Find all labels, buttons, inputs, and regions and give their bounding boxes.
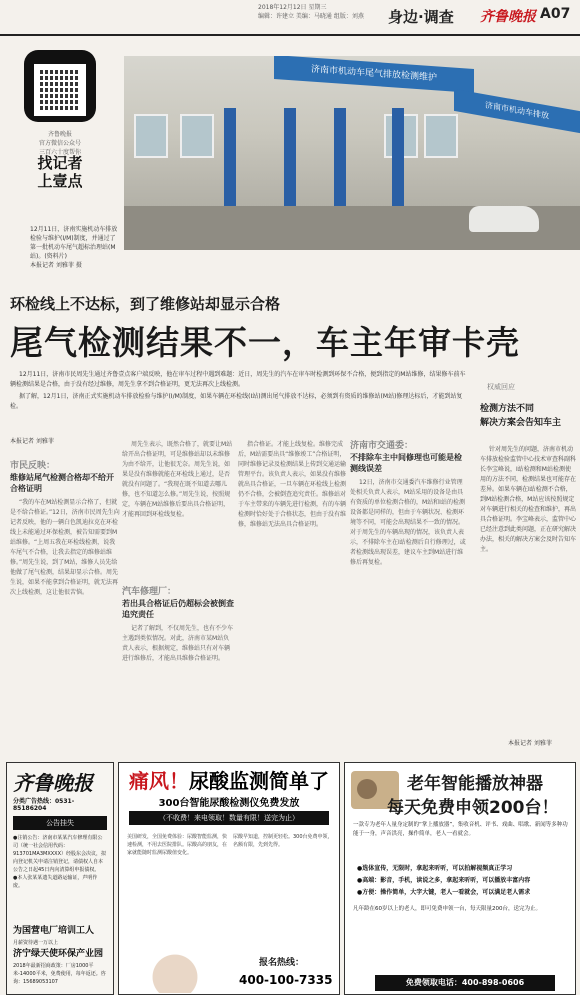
ad1-brand: 齐鲁晚报 xyxy=(13,771,93,795)
badge-title: 找记者 上壹点 xyxy=(37,154,83,190)
camera-icon xyxy=(24,50,96,122)
ad2-left-text: 美国研发，全国免费体验：尿酸智能监测，快速检测，不用去医院排队。尿酸高的朋友，在家就能随时监测尿酸值变化。 xyxy=(127,834,227,856)
issue-date: 2018年12月12日 星期三 xyxy=(258,4,327,11)
column-2 xyxy=(122,440,234,756)
ad3-feature-3: ●方便：操作简单，大字大键，老人一看就会，可以满足老人需求 xyxy=(357,889,531,896)
sidebar-body: 针对周先生的问题，济南市机动车排放检验监管中心技术审查科副科长李宝峰说，I站检测和M站检测使用的方法不同，检测结果也可能存在差异。如果车辆在I站检测不合格，到M站检测合格，M站应该按照规定对车辆进行相关的检查和维护，再出具合格证明。李宝峰表示，监管中心已经注意到此类问题，正在研究解决办法，相关的解决方案会及时告知车主。 xyxy=(480,446,576,553)
column-3 xyxy=(238,440,346,756)
ad2-right-text: 尿酸早知道，控制更轻松。300台免费申领，名额有限，先到先得。 xyxy=(233,834,333,848)
badge-caption: 齐鲁晚报 官方微信公众号 三百六十度帮你 xyxy=(38,131,81,156)
car-shape xyxy=(469,206,539,232)
col2-body-2: 记者了解到，不仅周先生，也有不少车主遇到类似情况。对此，济南市某M站负责人表示，根据规定，维修站只有对车辆进行维修后，才能出具维修合格证明。 xyxy=(122,625,234,662)
col2-body: 周先生表示，既然合格了，就要让M站给开出合格证明，可是维修站却以未维修为由不给开，让他很无奈。周先生说，如果是没有维修就能在环检线上通过，是否就没有问题了。“我现在既不知道去哪儿修，也不知道怎么修。”周先生说，按照规定，车辆在M站维修后要出具合格证明，才能再回到环检线复检。 xyxy=(122,441,233,518)
wechat-badge xyxy=(16,50,104,200)
brand-logo: 齐鲁晚报 xyxy=(480,9,536,25)
page-number: A07 xyxy=(540,6,571,22)
ad3-feature-1: ●选体宣传，无限时，拿起来听听，可以拍解视频真正学习 xyxy=(357,865,513,872)
ad2-headline-a: 痛风！ xyxy=(129,769,189,793)
photo-caption: 12月11日，济南实施机动车排放检验与维护(I/M)制度，并通过了第一批机动车尾气超标治理站(M站)。(资料片) 本报记者 刘雅菲 摄 xyxy=(30,226,118,269)
col3-body: 指合格证。才能上线复检。维修完成后，M站需要出具“维修竣工”合格证明，同时维修记录及检测结果上传到交通运输管理平台。该负责人表示，如果没有维修就出具合格证，一旦车辆在环检线上检测仍不合格，会被倒查追究责任。维修站对于车主带来的车辆先进行检测，有的车辆检测时恰好处于合格状态，但由于没有维修，维修站无法出具合格证明。 xyxy=(238,441,346,528)
col4-subheading: 不排除车主中间修理也可能是检测线误差 xyxy=(350,453,462,473)
col1-heading: 市民反映： xyxy=(10,461,56,471)
article-headline: 尾气检测结果不一，车主年审卡壳 xyxy=(10,323,520,362)
col2-subheading: 若出具合格证后仍超标会被倒查追究责任 xyxy=(122,599,234,619)
section-title: 身边·调查 xyxy=(388,8,454,26)
ad3-feature-2: ●高端：影音，手机，读说之多，拿起来听听，可以播放丰富内容 xyxy=(357,877,531,884)
ad2-hotline-label: 报名热线： xyxy=(259,958,305,968)
photo-banner-2: 济南市机动车排放 xyxy=(454,89,580,133)
ad3-intro: 一款专为老年人量身定制的“掌上播放器”，集收音机、评书、戏曲、唱歌、新闻等多种功能于一身，声音洪亮，操作简单，老人一看就会。 xyxy=(353,822,568,837)
ad1-subline: 月薪资待遇一万以上 xyxy=(13,940,59,946)
column-1 xyxy=(10,460,120,756)
sidebar-title: 检测方法不同 解决方案会告知车主 xyxy=(480,404,562,428)
header-divider xyxy=(0,34,580,36)
col1-body: “我的车在M站检测显示合格了，但就是不给合格证。”12日，济南市民周先生向记者反映，他的一辆白色凯迪拉克在环检线上未能通过环保检测，被告知需要到M站维修。“上周五我在环检线检测，说我车尾气不合格，让我去指定的维修站维修。”周先生说，到了M站，维修人员先给他做了尾气检测，结果却显示合格。周先生说，如果不能拿到合格证明，就无法再次上线检测，这让他很苦恼。 xyxy=(10,499,120,596)
photo-banner: 济南市机动车尾气排放检测维护 xyxy=(274,56,474,93)
ad2-subheadline: 300台智能尿酸检测仪免费发放 xyxy=(158,798,300,809)
ad3-offer: 凡年龄在60岁以上的老人，即可免费申领一台，每天限量200台，送完为止。 xyxy=(353,906,541,912)
ad1-section-bar: 公告挂失 xyxy=(13,816,107,830)
ad1-notice: ●注销公告：济南市某某汽车修理有限公司（统一社会信用代码：913701MA3MXXXX）经股东会决议，拟向登记机关申请注销登记，请债权人自本公告之日起45日内向清算组申报债权。 ●本人张某某遗失道路运输证，声明作废。 xyxy=(13,835,107,889)
foot-image xyxy=(125,953,225,993)
ad1-headline: 为国营电厂培训工人 xyxy=(13,926,95,936)
ad3-phone: 免费领取电话：400-898-0606 xyxy=(375,975,555,991)
classified-ad xyxy=(6,762,114,995)
ad2-headline-b: 尿酸监测简单了 xyxy=(189,769,329,793)
ad3-subheadline: 每天免费申领200台！ xyxy=(387,798,559,818)
editor-credits: 编辑：许建立 美编：马晓通 组版：刘燕 xyxy=(258,13,364,20)
player-ad xyxy=(344,762,576,995)
ad3-headline: 老年智能播放神器 xyxy=(407,774,543,794)
ad2-headline xyxy=(119,763,339,794)
lead-paragraph-1: 12月11日，济南市民周先生通过齐鲁壹点客户端反映，他在审车过程中遇到难题：近日，周先生的汽车在审车时检测到环保不合格，便到指定的M站维修，结果修车前车辆检测结果是合格，由于没有经过维修，周先生拿不到合格证明，更无法再次上线检测。 xyxy=(10,371,466,388)
ad1-subline-2: 2018年最新招商政策：厂房1000平米-14000平米，免费使用，每年返还。咨询：15689053107 xyxy=(13,963,106,985)
col2-heading: 汽车修理厂： xyxy=(122,587,177,597)
gout-ad xyxy=(118,762,340,995)
ad1-phone: 分类广告热线：0531-85186204 xyxy=(13,798,75,812)
article-byline: 本报记者 刘雅菲 xyxy=(10,438,54,445)
ad2-note: （不收费！来电领取！数量有限！送完为止） xyxy=(129,811,329,825)
column-4 xyxy=(350,440,468,756)
article-lead xyxy=(10,370,470,414)
col4-heading: 济南市交通委： xyxy=(350,441,414,451)
ad-section xyxy=(0,762,580,995)
ad2-phone: 400-100-7335 xyxy=(239,973,333,987)
sidebar-label: 权威回应 xyxy=(487,383,515,391)
ad1-headline-2: 济宁绿天使环保产业园 xyxy=(13,949,104,959)
col1-subheading: 维修站尾气检测合格却不给开合格证明 xyxy=(10,473,114,493)
news-photo xyxy=(124,56,580,250)
col4-body: 12日，济南市交通委汽车维修行业管理处相关负责人表示，M站采用的设备是由具有资质的单位检测合格的，M站和I站的检测设备都是同样的，但由于车辆状况、检测环境等不同，可能会出现结果不一致的情况。对于周先生的车辆出现的情况，该负责人表示，不排除车主在I站检测后自行修理过，或者检测线出现误差，建议车主到M站进行维修后再复检。 xyxy=(350,479,466,566)
lead-paragraph-2: 据了解，12月1日，济南正式实施机动车排放检验与维护(I/M)制度，如果车辆在环检线(I站)测出尾气排放不达标，必须到有资质的维修站(M站)修理达标后，才能到站复检。 xyxy=(10,393,463,410)
sidebar-byline: 本报记者 刘雅菲 xyxy=(508,740,552,747)
article-kicker: 环检线上不达标，到了维修站却显示合格 xyxy=(10,295,281,313)
